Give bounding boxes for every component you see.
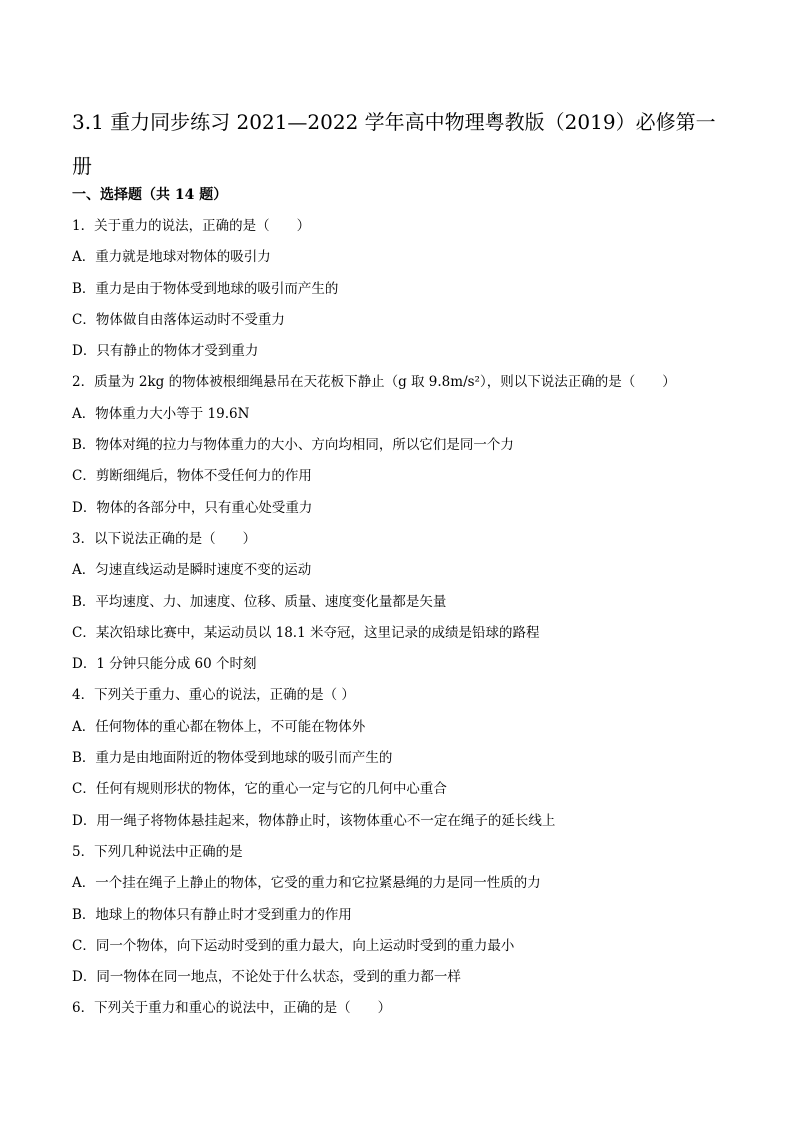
option-c: C．某次铅球比赛中，某运动员以 18.1 米夺冠，这里记录的成绩是铅球的路程	[72, 624, 540, 641]
option-a: A．物体重力大小等于 19.6N	[72, 405, 250, 422]
option-a: A．匀速直线运动是瞬时速度不变的运动	[72, 562, 312, 579]
question-5	[72, 837, 732, 993]
question-stem: 1．关于重力的说法，正确的是（ ）	[72, 218, 311, 234]
option-b: B．地球上的物体只有静止时才受到重力的作用	[72, 906, 352, 923]
question-6	[72, 993, 732, 1024]
option-d: D．用一绳子将物体悬挂起来，物体静止时，该物体重心不一定在绳子的延长线上	[72, 812, 556, 829]
option-d: D．1 分钟只能分成 60 个时刻	[72, 656, 257, 673]
option-b: B．重力是由地面附近的物体受到地球的吸引而产生的	[72, 750, 393, 767]
question-4	[72, 680, 732, 836]
option-c: C．物体做自由落体运动时不受重力	[72, 311, 285, 328]
option-a: A．重力就是地球对物体的吸引力	[72, 249, 271, 266]
question-3	[72, 524, 732, 680]
question-stem: 5．下列几种说法中正确的是	[72, 843, 243, 860]
option-d: D．只有静止的物体才受到重力	[72, 343, 259, 360]
question-1	[72, 211, 732, 367]
option-d: D．同一物体在同一地点，不论处于什么状态，受到的重力都一样	[72, 969, 461, 986]
option-b: B．重力是由于物体受到地球的吸引而产生的	[72, 280, 339, 297]
section-heading: 一、选择题（共 14 题）	[72, 187, 228, 203]
option-b: B．平均速度、力、加速度、位移、质量、速度变化量都是矢量	[72, 593, 447, 610]
question-stem: 4．下列关于重力、重心的说法，正确的是（ ）	[72, 687, 355, 704]
option-c: C．同一个物体，向下运动时受到的重力最大，向上运动时受到的重力最小	[72, 937, 515, 954]
option-c: C．任何有规则形状的物体，它的重心一定与它的几何中心重合	[72, 781, 447, 798]
question-stem: 6．下列关于重力和重心的说法中，正确的是（ ）	[72, 1000, 392, 1017]
option-a: A．一个挂在绳子上静止的物体，它受的重力和它拉紧悬绳的力是同一性质的力	[72, 875, 541, 892]
question-stem: 2．质量为 2kg 的物体被根细绳悬吊在天花板下静止（g 取 9.8m/s²），则以下说法正确的是（ ）	[72, 374, 676, 391]
option-d: D．物体的各部分中，只有重心处受重力	[72, 499, 313, 516]
question-stem: 3．以下说法正确的是（ ）	[72, 530, 257, 547]
option-a: A．任何物体的重心都在物体上，不可能在物体外	[72, 718, 366, 735]
option-b: B．物体对绳的拉力与物体重力的大小、方向均相同，所以它们是同一个力	[72, 437, 514, 454]
question-list	[72, 211, 732, 1025]
option-c: C．剪断细绳后，物体不受任何力的作用	[72, 468, 312, 485]
question-2	[72, 367, 732, 523]
document-title: 3.1 重力同步练习 2021—2022 学年高中物理粤教版（2019）必修第一册	[72, 110, 716, 178]
